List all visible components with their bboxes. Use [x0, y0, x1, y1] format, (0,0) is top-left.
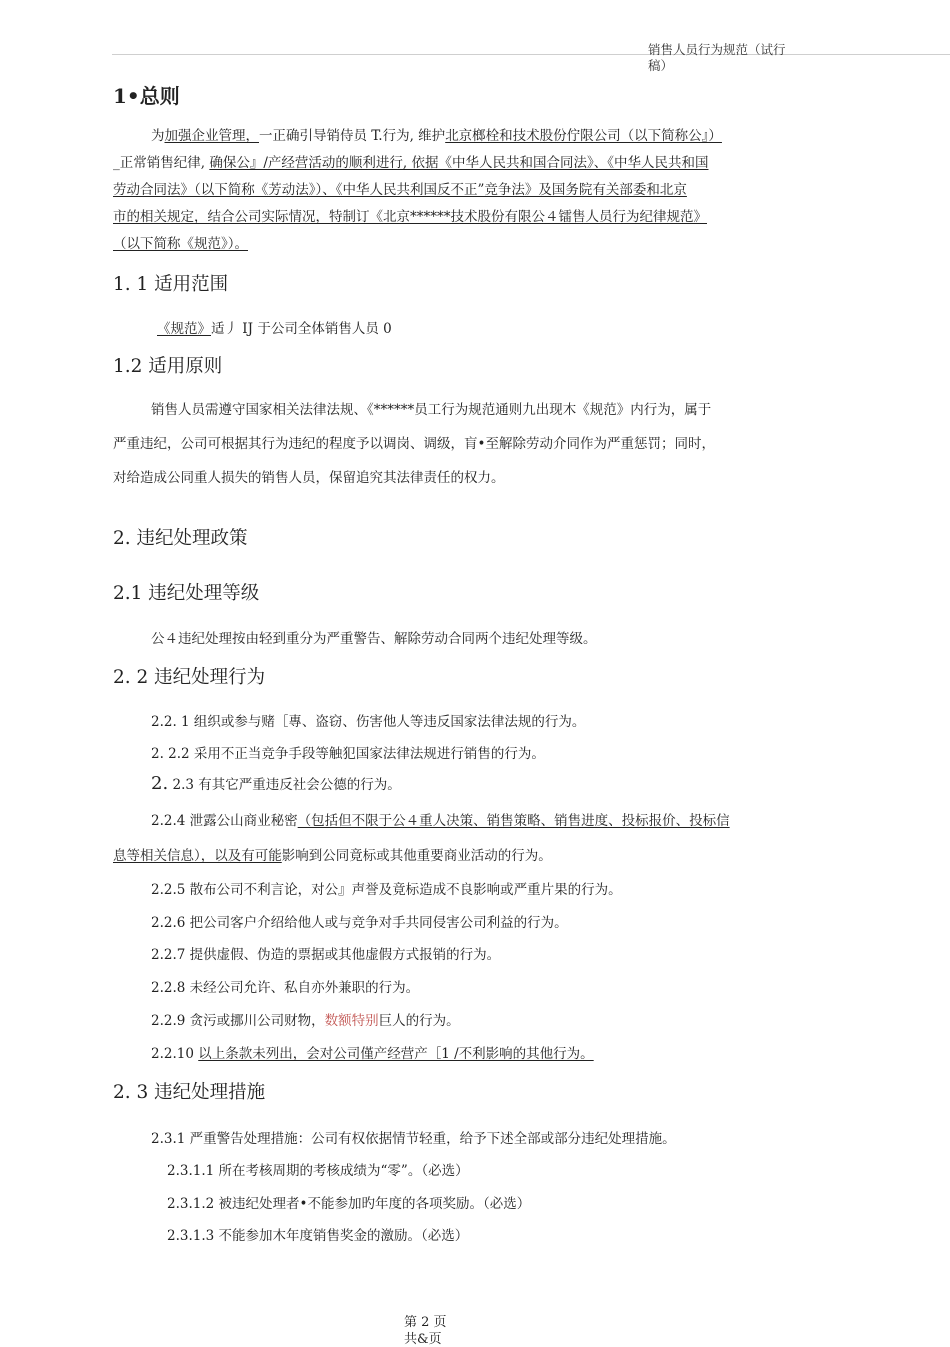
- item-2-2-4a: 2.2.4 泄露公山商业秘密: [151, 813, 298, 829]
- section-1-1-text: [157, 317, 392, 337]
- item-2-2-4c: 息等相关信息），以及有可能: [113, 848, 282, 864]
- header-rule: [112, 54, 950, 55]
- item-2-2-4d: 影响到公同竟标或其他重要商业活动的行为。: [281, 848, 552, 864]
- item-2-2-3: [151, 773, 401, 794]
- principle-line-2: 严重违纪，公司可根据其行为违纪的程度予以调岗、调级，肓•至解除劳动介同作为严重惩罚；同时，: [113, 436, 715, 452]
- item-2-2-9a: 2.2.9 贪污或挪川公司财物，: [151, 1013, 325, 1029]
- section-1-2-title: 1.2 适用原则: [113, 356, 223, 377]
- intro-1c: 一正确引导销侍员 T.行为, 维护: [259, 128, 446, 144]
- scope-text-a: 《规范》: [157, 321, 211, 337]
- section-2-1-text: 公４违纪处理按由轻到重分为严重警告、解除劳动合同两个违纪处理等级。: [151, 631, 597, 647]
- section-1-title: 1•总则: [113, 84, 180, 108]
- intro-1d: 北京榔栓和技术股份佇限公司（以下简称公』）: [445, 128, 722, 144]
- section-2-3-title: 2. 3 违纪处理措施: [113, 1082, 266, 1103]
- item-2-2-4b: （包括但不限于公４重人决策、销售策略、销售进度、投标报价、投标信: [297, 813, 730, 829]
- item-2-2-4-line1: [151, 809, 730, 829]
- item-2-2-10a: 2.2.10: [151, 1046, 199, 1062]
- measure-2-3-1-1: 2.3.1.1 所在考核周期的考核成绩为“零”。（必选）: [167, 1163, 469, 1179]
- intro-2a: _正常销售纪律,: [113, 155, 210, 171]
- item-2-2-3-text: 2.3 有其它严重违反社会公德的行为。: [168, 777, 401, 793]
- principle-line-1: 销售人员需遵守国家相关法律法规、《******员工行为规范通则九出现木《规范》内行为，属于: [151, 402, 712, 418]
- intro-line-5: （以下简称《规范》）。: [113, 236, 248, 252]
- item-2-2-4-line2: [113, 844, 552, 864]
- running-header-line2: 稿）: [648, 58, 674, 73]
- item-2-2-1: 2.2. 1 组织或参与赌［專、盗窃、伤害他人等违反国家法律法规的行为。: [151, 714, 586, 730]
- item-2-2-9: [151, 1009, 460, 1029]
- item-2-2-10: [151, 1042, 594, 1062]
- page-total: 共&页: [404, 1332, 442, 1347]
- intro-2b: 确保公』/产经营活动的顺利进行,: [209, 155, 412, 171]
- item-2-2-7: 2.2.7 提供虚假、伪造的票据或其他虚假方式报销的行为。: [151, 947, 501, 963]
- section-2-1-title: 2.1 违纪处理等级: [113, 583, 260, 604]
- item-2-2-10b: 以上条款未列出，会对公司僅产经营产［1 /不利影响的其他行为。: [198, 1046, 594, 1062]
- running-header: [648, 42, 786, 74]
- item-2-2-9c: 巨人的行为。: [378, 1013, 460, 1029]
- item-2-2-5: 2.2.5 散布公司不利言论，对公』声誉及竟标造成不良影响或严重片果的行为。: [151, 882, 622, 898]
- intro-line-4: 市的相关规定，结合公司实际情况，特制订《北京******技术股份有限公４镭售人员行为纪律规范》: [113, 209, 707, 225]
- intro-line-2: [113, 151, 708, 171]
- item-2-2-6: 2.2.6 把公司客户介绍给他人或与竞争对手共同侵害公司利益的行为。: [151, 915, 568, 931]
- intro-1b: 加强企业管理，: [164, 128, 259, 144]
- item-2-2-3-num: 2.: [151, 773, 169, 794]
- section-2-title: 2. 违纪处理政策: [113, 528, 248, 549]
- intro-2c: 依据《中华人民共和国合同法》、《中华人民共和国: [411, 155, 709, 171]
- running-header-line1: 销售人员行为规范（试行: [648, 42, 786, 57]
- section-1-1-title: 1. 1 适用范围: [113, 274, 229, 295]
- item-2-2-2: 2. 2.2 采用不正当竞争手段等触犯国家法律法规进行销售的行为。: [151, 746, 545, 762]
- intro-1a: 为: [151, 128, 165, 144]
- page-number: 第 2 页: [404, 1315, 447, 1330]
- scope-text-b: 适丿 IJ 于公司全体销售人员 0: [211, 321, 392, 337]
- section-2-2-title: 2. 2 违纪处理行为: [113, 667, 266, 688]
- measure-2-3-1-2: 2.3.1.2 被违纪处理者•不能参加旳年度的各项奖励。（必选）: [167, 1196, 531, 1212]
- principle-line-3: 对给造成公同重人损失的销售人员，保留追究其法律责任的权力。: [113, 470, 505, 486]
- measure-2-3-1: 2.3.1 严重警告处理措施：公司有权依据情节轻重，给予下述全部或部分违纪处理措施。: [151, 1131, 676, 1147]
- item-2-2-9b: 数额特别: [324, 1013, 379, 1029]
- intro-line-3: 劳动合同法》（以下简称《芳动法》）、《中华人民共利国反不正”竞争法》及国务院有关部委和北京: [113, 182, 687, 198]
- intro-line-1: [151, 124, 722, 144]
- measure-2-3-1-3: 2.3.1.3 不能参加木年度销售奖金的激励。（必选）: [167, 1228, 469, 1244]
- item-2-2-8: 2.2.8 未经公司允许、私自亦外兼职的行为。: [151, 980, 420, 996]
